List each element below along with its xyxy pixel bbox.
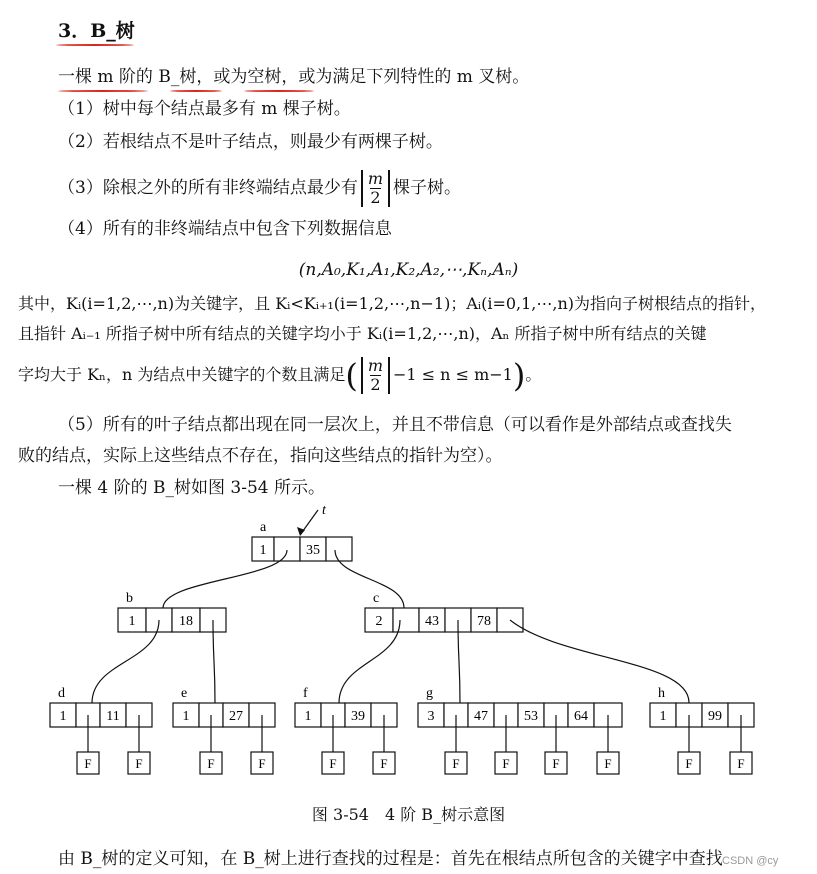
property-4-detail-2: 且指针 Aᵢ₋₁ 所指子树中所有结点的关键字均小于 Kᵢ(i=1,2,⋯,n)，Aₙ 所指子树中所有结点的关键 [18,324,707,343]
node-h-key: 1 [659,709,667,724]
node-label-a: a [260,520,267,535]
property-4-detail-3 [18,355,541,395]
node-h-key: 99 [708,709,722,724]
node-g-key: 64 [574,709,588,724]
node-c-cell [393,608,419,632]
node-f-key: 1 [304,709,312,724]
root-pointer-arrowhead [297,527,305,536]
figure-caption: 图 3-54 4 阶 B_树示意图 [311,805,506,824]
root-pointer-label: t [322,503,326,518]
detail-3-inequality: −1 ≤ n ≤ m−1 [393,365,513,384]
node-label-b: b [126,591,133,606]
definition-underline-1 [58,90,148,92]
node-a-key: 1 [259,543,267,558]
fraction-denominator: 2 [370,188,381,207]
watermark: CSDN @cy [722,855,779,867]
property-4: （4）所有的非终端结点中包含下列数据信息 [58,219,392,239]
detail-3-prefix: 字均大于 Kₙ，n 为结点中关键字的个数且满足 [18,365,346,384]
definition-line: 一棵 m 阶的 B_树，或为空树，或为满足下列特性的 m 叉树。 [58,67,530,87]
leaf-node-label: F [258,756,266,771]
fraction-numerator-b: m [367,356,384,375]
leaf-node-label: F [207,756,215,771]
node-e-key: 1 [182,709,190,724]
leaf-node-label: F [502,756,510,771]
node-label-d: d [58,686,65,701]
leaf-node-label: F [604,756,612,771]
node-a-key: 35 [306,543,320,558]
node-b-key: 18 [179,614,193,629]
example-line: 一棵 4 阶的 B_树如图 3-54 所示。 [58,478,326,498]
bottom-line: 由 B_树的定义可知，在 B_树上进行查找的过程是：首先在根结点所包含的关键字中查找 [58,849,723,869]
leaf-node-label: F [552,756,560,771]
leaf-node-label: F [452,756,460,771]
property-1: （1）树中每个结点最多有 m 棵子树。 [58,99,351,119]
ceil-m-over-2 [361,170,390,207]
node-label-g: g [426,686,433,701]
node-label-h: h [658,686,665,701]
property-4-detail-1: 其中，Kᵢ(i=1,2,⋯,n)为关键字，且 Kᵢ<Kᵢ₊₁(i=1,2,⋯,n−1)；Aᵢ(i=0,1,⋯,n)为指向子树根结点的指针， [18,294,767,313]
node-d-key: 1 [59,709,67,724]
definition-underline-2 [170,90,222,92]
node-tuple: (n,A₀,K₁,A₁,K₂,A₂,⋯,Kₙ,Aₙ) [298,260,519,280]
node-g-key: 47 [474,709,488,724]
leaf-node-label: F [685,756,693,771]
section-heading: 3．B_树 [58,20,135,42]
fraction-denominator-b: 2 [370,375,381,394]
node-a-cell [326,537,352,561]
node-a-cell [274,537,300,561]
node-c-key: 2 [375,614,383,629]
leaf-node-label: F [737,756,745,771]
node-label-c: c [373,591,380,606]
leaf-node-label: F [329,756,337,771]
node-e-key: 27 [229,709,243,724]
btree-figure [0,500,817,795]
node-g-key: 3 [427,709,435,724]
property-3-suffix: 棵子树。 [393,178,461,198]
detail-3-period: 。 [525,365,542,384]
node-b-key: 1 [128,614,136,629]
leaf-node-label: F [135,756,143,771]
node-c-key: 43 [425,614,439,629]
node-g-key: 53 [524,709,538,724]
property-5-line-1: （5）所有的叶子结点都出现在同一层次上，并且不带信息（可以看作是外部结点或查找失 [58,415,732,435]
node-label-e: e [181,686,188,701]
leaf-node-label: F [380,756,388,771]
node-label-f: f [303,686,308,701]
property-2: （2）若根结点不是叶子结点，则最少有两棵子树。 [58,132,443,152]
heading-underline [56,44,134,46]
left-paren: ( [345,356,358,395]
ceil-m-over-2-b [361,357,390,394]
leaf-node-label: F [84,756,92,771]
definition-underline-3 [244,90,314,92]
fraction-numerator: m [367,169,383,188]
property-3 [58,168,461,208]
right-paren: ) [512,356,526,395]
property-3-prefix: （3）除根之外的所有非终端结点最少有 [58,178,358,198]
node-d-key: 11 [106,709,120,724]
property-5-line-2: 败的结点，实际上这些结点不存在，指向这些结点的指针为空）。 [18,446,503,466]
node-f-key: 39 [351,709,365,724]
node-c-key: 78 [477,614,491,629]
